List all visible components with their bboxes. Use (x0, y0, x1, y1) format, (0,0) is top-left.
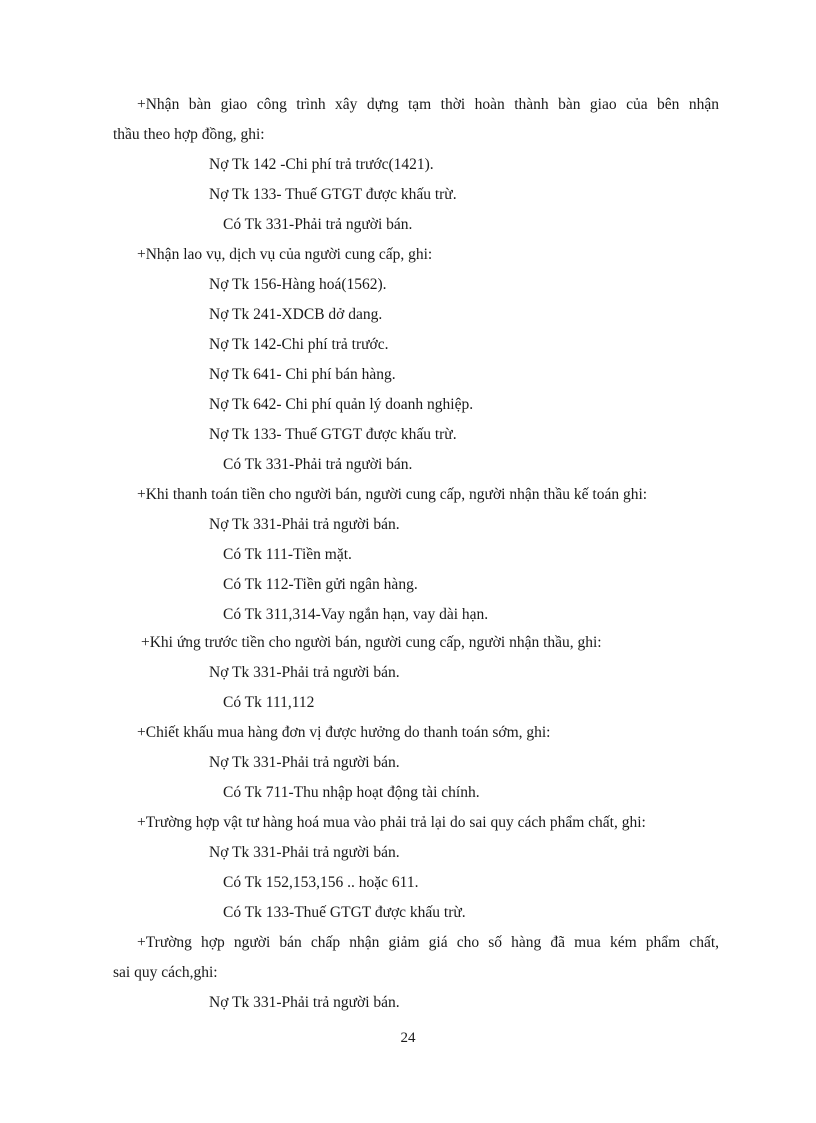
debit-entry: Nợ Tk 133- Thuế GTGT được khấu trừ. (209, 186, 457, 203)
paragraph-line: +Chiết khấu mua hàng đơn vị được hưởng do thanh toán sớm, ghi: (137, 724, 551, 741)
debit-entry: Nợ Tk 142 -Chi phí trả trước(1421). (209, 156, 434, 173)
paragraph-line: +Trường hợp vật tư hàng hoá mua vào phải trả lại do sai quy cách phẩm chất, ghi: (137, 814, 646, 831)
debit-entry: Nợ Tk 642- Chi phí quản lý doanh nghiệp. (209, 396, 474, 413)
credit-entry: Có Tk 311,314-Vay ngắn hạn, vay dài hạn. (223, 606, 489, 623)
credit-entry: Có Tk 711-Thu nhập hoạt động tài chính. (223, 784, 480, 801)
paragraph-line: +Nhận lao vụ, dịch vụ của người cung cấp, ghi: (137, 246, 433, 263)
credit-entry: Có Tk 111,112 (223, 694, 315, 711)
credit-entry: Có Tk 331-Phải trả người bán. (223, 456, 413, 473)
credit-entry: Có Tk 112-Tiền gửi ngân hàng. (223, 576, 418, 593)
credit-entry: Có Tk 331-Phải trả người bán. (223, 216, 413, 233)
debit-entry: Nợ Tk 641- Chi phí bán hàng. (209, 366, 396, 383)
debit-entry: Nợ Tk 133- Thuế GTGT được khấu trừ. (209, 426, 457, 443)
credit-entry: Có Tk 111-Tiền mặt. (223, 546, 352, 563)
page-number: 24 (400, 1030, 416, 1046)
paragraph-line: +Trường hợp người bán chấp nhận giảm giá cho số hàng đã mua kém phẩm chất, (137, 934, 719, 951)
credit-entry: Có Tk 133-Thuế GTGT được khấu trừ. (223, 904, 466, 921)
debit-entry: Nợ Tk 331-Phải trả người bán. (209, 844, 400, 861)
debit-entry: Nợ Tk 331-Phải trả người bán. (209, 754, 400, 771)
debit-entry: Nợ Tk 331-Phải trả người bán. (209, 664, 400, 681)
debit-entry: Nợ Tk 241-XDCB dở dang. (209, 306, 383, 323)
paragraph-line: thầu theo hợp đồng, ghi: (113, 126, 265, 143)
debit-entry: Nợ Tk 331-Phải trả người bán. (209, 516, 400, 533)
paragraph-line: +Khi thanh toán tiền cho người bán, người cung cấp, người nhận thầu kế toán ghi: (137, 486, 648, 503)
debit-entry: Nợ Tk 156-Hàng hoá(1562). (209, 276, 387, 293)
debit-entry: Nợ Tk 331-Phải trả người bán. (209, 994, 400, 1011)
credit-entry: Có Tk 152,153,156 .. hoặc 611. (223, 874, 419, 891)
debit-entry: Nợ Tk 142-Chi phí trả trước. (209, 336, 389, 353)
paragraph-line: +Khi ứng trước tiền cho người bán, người cung cấp, người nhận thầu, ghi: (141, 634, 602, 651)
paragraph-line: sai quy cách,ghi: (113, 964, 218, 981)
paragraph-line: +Nhận bàn giao công trình xây dựng tạm thời hoàn thành bàn giao của bên nhận (137, 96, 719, 113)
